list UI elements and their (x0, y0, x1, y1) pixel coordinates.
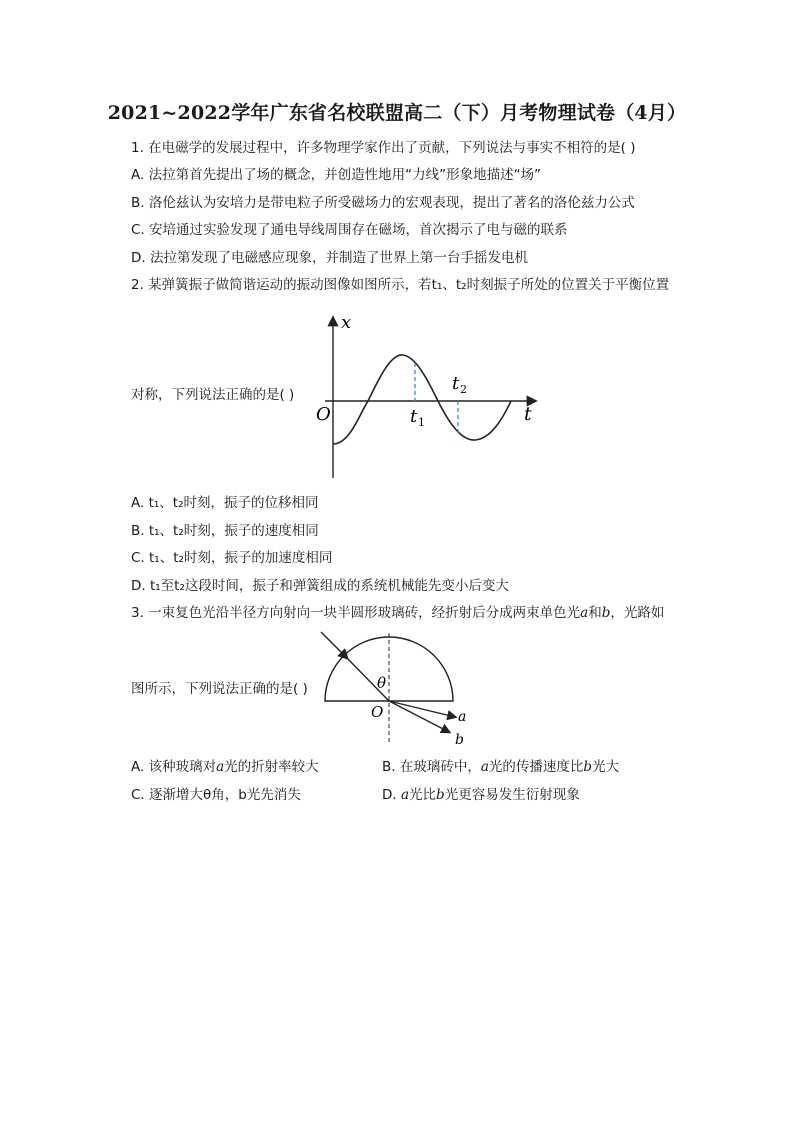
question-3-option-d[interactable] (382, 786, 580, 804)
origin-o-label: O (371, 703, 384, 721)
t2-subscript: 2 (460, 383, 467, 396)
option-a-post: 光的折射率较大 (224, 759, 319, 775)
refraction-diagram (315, 628, 475, 750)
ray-a (389, 701, 455, 717)
t1-subscript: 1 (418, 416, 425, 429)
stem-and: 和 (588, 605, 602, 621)
option-d-post: 光更容易发生衍射现象 (444, 787, 580, 803)
option-b-post: 光大 (592, 759, 620, 775)
question-3-stem-line1 (131, 604, 664, 622)
question-1-option-a[interactable]: A. 法拉第首先提出了场的概念，并创造性地用“力线”形象地描述“场” (131, 167, 542, 183)
oscillation-graph (305, 308, 545, 483)
stem-end: ，光路如 (610, 605, 665, 621)
question-1-option-b[interactable]: B. 洛伦兹认为安培力是带电粒子所受磁场力的宏观表现，提出了著名的洛伦兹力公式 (131, 195, 635, 211)
t-axis-label: t (524, 403, 532, 425)
question-3-option-b[interactable] (382, 758, 619, 776)
option-a-pre: A. 该种玻璃对 (131, 759, 217, 775)
x-axis-label: x (341, 312, 352, 333)
light-a-label: a (580, 605, 589, 621)
question-1-option-d[interactable]: D. 法拉第发现了电磁感应现象，并制造了世界上第一台手摇发电机 (131, 250, 528, 266)
origin-label: O (316, 404, 331, 425)
t1-label: t (410, 406, 418, 427)
question-2-stem-line2: 对称，下列说法正确的是( ) (131, 387, 295, 403)
option-a-var: a (216, 759, 225, 775)
page-title: 2021~2022学年广东省名校联盟高二（下）月考物理试卷（4月） (107, 102, 687, 124)
question-1-option-c[interactable]: C. 安培通过实验发现了通电导线周围存在磁场，首次揭示了电与磁的联系 (131, 222, 568, 238)
question-3-stem-line2: 图所示，下列说法正确的是( ) (131, 681, 308, 697)
option-d-var1: a (400, 787, 410, 803)
incident-ray (321, 632, 347, 658)
question-2-option-b[interactable]: B. t₁、t₂时刻，振子的速度相同 (131, 523, 319, 539)
light-b-label: b (601, 605, 611, 621)
ray-b-label: b (455, 732, 464, 748)
ray-b (389, 701, 449, 732)
question-3-stem-text: 3. 一束复色光沿半径方向射向一块半圆形玻璃砖，经折射后分成两束单色光 (131, 605, 581, 621)
option-b-mid: 光的传播速度比 (488, 759, 584, 775)
option-b-var2: b (583, 759, 593, 775)
option-d-var2: b (436, 787, 445, 803)
question-2-stem-line1: 2. 某弹簧振子做简谐运动的振动图像如图所示，若t₁、t₂时刻振子所处的位置关于平衡位置 (131, 277, 670, 293)
theta-label: θ (377, 674, 387, 692)
t2-label: t (452, 373, 460, 394)
option-d-mid: 光比 (409, 787, 437, 803)
ray-a-label: a (458, 709, 467, 725)
question-1-stem: 1. 在电磁学的发展过程中，许多物理学家作出了贡献，下列说法与事实不相符的是( ) (131, 140, 636, 156)
question-3-option-c[interactable]: C. 逐渐增大θ角，b光先消失 (131, 787, 301, 803)
option-d-pre: D. (382, 787, 401, 803)
option-b-pre: B. 在玻璃砖中， (382, 759, 481, 775)
displacement-curve (333, 355, 511, 444)
option-b-var1: a (480, 759, 489, 775)
question-2-option-a[interactable]: A. t₁、t₂时刻，振子的位移相同 (131, 495, 319, 511)
question-3-option-a[interactable] (131, 758, 319, 776)
question-2-option-c[interactable]: C. t₁、t₂时刻，振子的加速度相同 (131, 550, 333, 566)
question-2-option-d[interactable]: D. t₁至t₂这段时间，振子和弹簧组成的系统机械能先变小后变大 (131, 578, 509, 594)
